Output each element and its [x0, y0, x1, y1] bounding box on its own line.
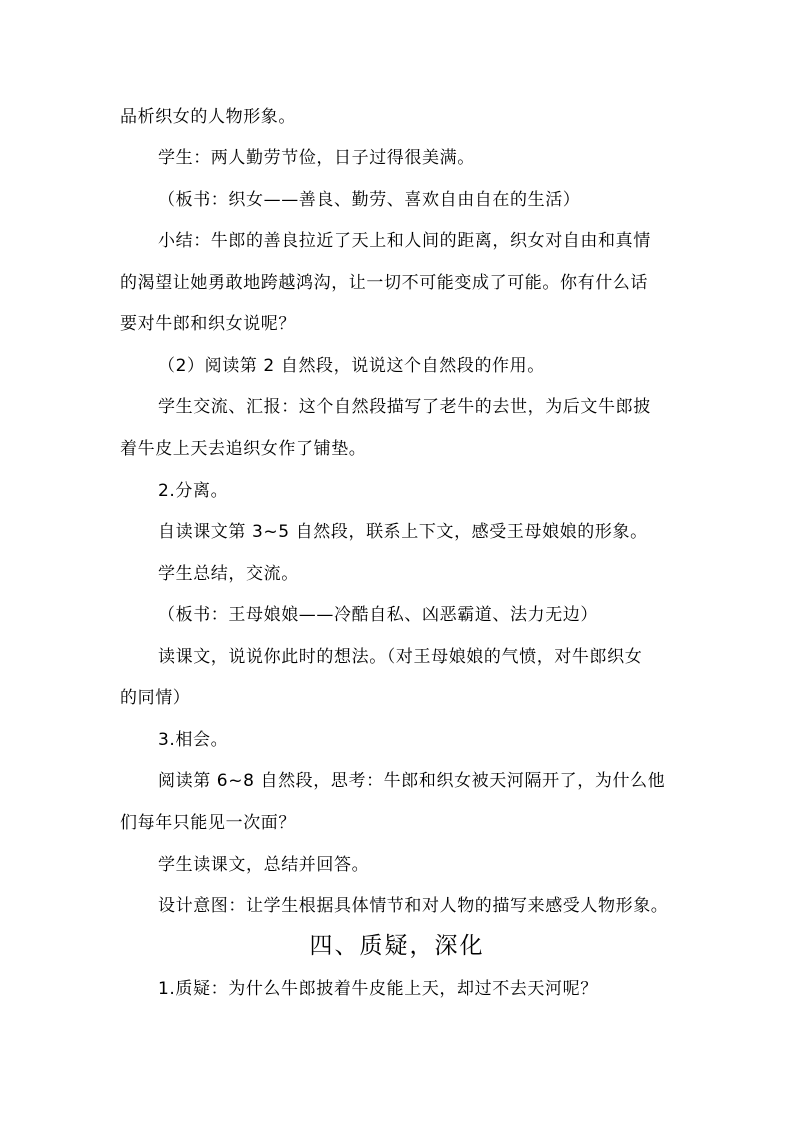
design-intent-line: 设计意图：让学生根据具体情节和对人物的描写来感受人物形象。	[158, 896, 669, 916]
paragraph-line: 学生总结，交流。	[158, 564, 299, 584]
paragraph-line: 的渴望让她勇敢地跨越鸿沟，让一切不可能变成了可能。你有什么话	[120, 273, 648, 293]
board-note: （板书：王母娘娘——冷酷自私、凶恶霸道、法力无边）	[158, 605, 598, 625]
paragraph-line: 品析织女的人物形象。	[120, 107, 296, 127]
paragraph-line: 小结：牛郎的善良拉近了天上和人间的距离，织女对自由和真情	[158, 231, 651, 251]
section-item: 3.相会。	[158, 730, 229, 750]
paragraph-line: 学生读课文，总结并回答。	[158, 855, 370, 875]
paragraph-line: 学生：两人勤劳节俭，日子过得很美满。	[158, 148, 475, 168]
paragraph-line: 自读课文第 3~5 自然段，联系上下文，感受王母娘娘的形象。	[158, 522, 648, 542]
paragraph-line: 的同情）	[120, 688, 191, 708]
question-line: 1.质疑：为什么牛郎披着牛皮能上天，却过不去天河呢？	[158, 979, 598, 999]
paragraph-line: 读课文，说说你此时的想法。（对王母娘娘的气愤，对牛郎织女	[158, 647, 643, 667]
paragraph-line: 要对牛郎和织女说呢？	[120, 314, 296, 334]
paragraph-line: 阅读第 6~8 自然段，思考：牛郎和织女被天河隔开了，为什么他	[158, 771, 666, 791]
paragraph-line: 学生交流、汇报：这个自然段描写了老牛的去世，为后文牛郎披	[158, 397, 651, 417]
section-heading: 四、质疑，深化	[309, 933, 485, 959]
paragraph-line: （2）阅读第 2 自然段，说说这个自然段的作用。	[158, 356, 545, 376]
section-item: 2.分离。	[158, 481, 229, 501]
board-note: （板书：织女——善良、勤劳、喜欢自由自在的生活）	[158, 190, 581, 210]
paragraph-line: 着牛皮上天去追织女作了铺垫。	[120, 439, 367, 459]
paragraph-line: 们每年只能见一次面？	[120, 813, 296, 833]
